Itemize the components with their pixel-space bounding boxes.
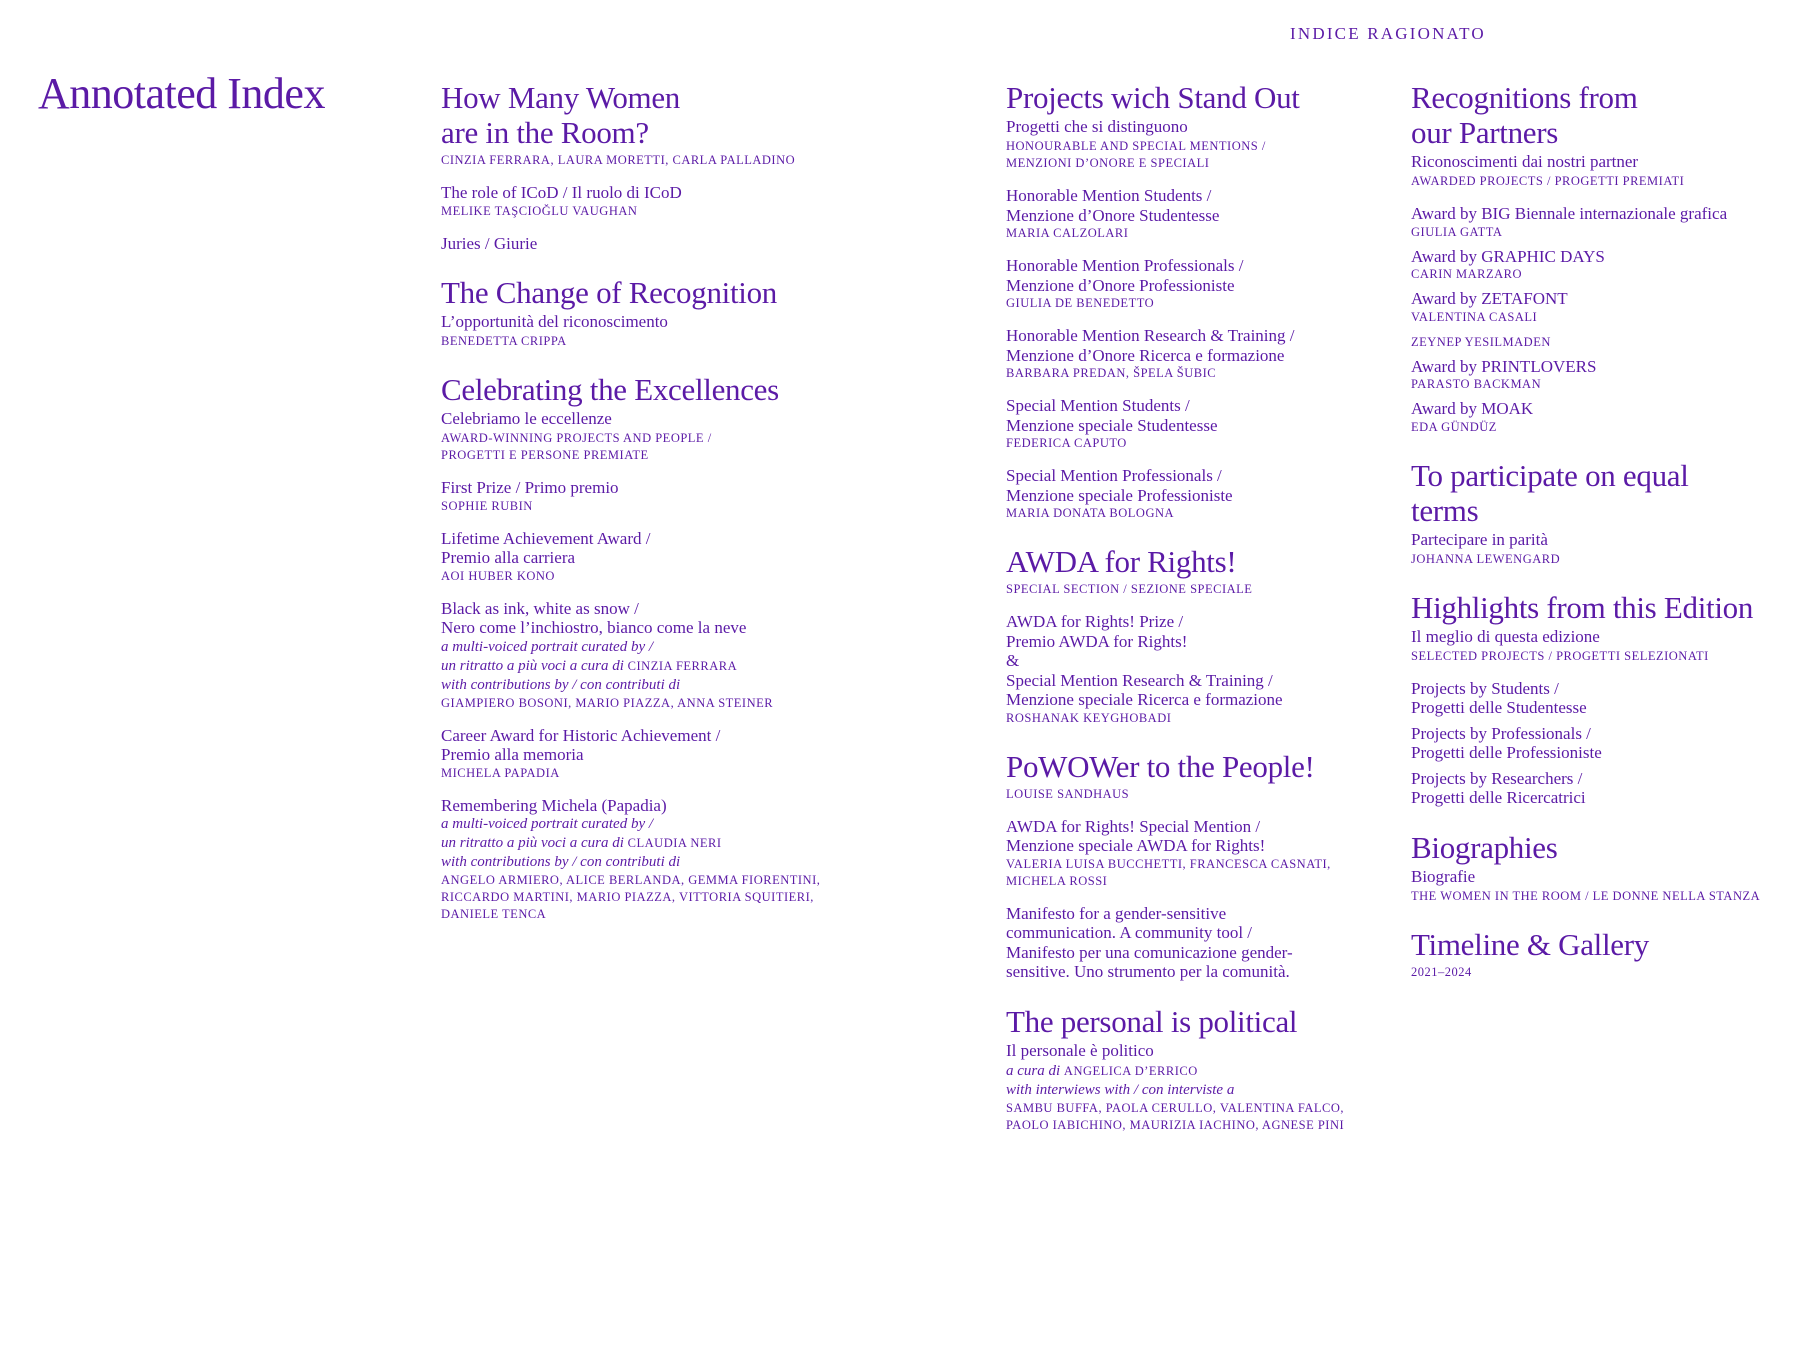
entry-author: VALENTINA CASALI [1411, 309, 1538, 324]
section-highlights[interactable] [1411, 590, 1791, 808]
section-caps: THE WOMEN IN THE ROOM / LE DONNE NELLA STANZA [1411, 888, 1761, 903]
section-subtitle: Biografie [1411, 866, 1476, 886]
entry-title: Remembering Michela (Papadia) [441, 795, 667, 815]
contributors: ANGELO ARMIERO, ALICE BERLANDA, GEMMA FIORENTINI, RICCARDO MARTINI, MARIO PIAZZA, VITTORIA SQUITIERI, DANIELE TENCA [441, 873, 821, 921]
entry-first-prize[interactable] [441, 478, 961, 515]
section-personal-is-political[interactable] [1006, 1004, 1376, 1134]
section-caps: SPECIAL SECTION / SEZIONE SPECIALE [1006, 582, 1253, 596]
entry-awda-prize[interactable] [1006, 612, 1376, 727]
entry-lifetime-achievement[interactable] [441, 529, 961, 585]
entry-author: AOI HUBER KONO [441, 568, 555, 583]
entry-award-printlovers[interactable] [1411, 357, 1791, 394]
section-author: BENEDETTA CRIPPA [441, 334, 567, 348]
curator-name: ANGELICA D’ERRICO [1063, 1063, 1198, 1078]
entry-honorable-students[interactable] [1006, 186, 1376, 242]
curated-by-line [441, 834, 961, 853]
entry-title: Special Mention Professionals / Menzione speciale Professioniste [1006, 466, 1233, 505]
entry-award-big[interactable] [1411, 204, 1791, 241]
entry-remembering-michela[interactable] [441, 796, 961, 924]
section-title: How Many Women are in the Room? [441, 80, 680, 150]
entry-projects-students[interactable] [1411, 679, 1791, 718]
index-column-3 [1411, 80, 1791, 1003]
entry-honorable-professionals[interactable] [1006, 256, 1376, 312]
entry-title: Honorable Mention Professionals / Menzione d’Onore Professioniste [1006, 256, 1244, 295]
entry-title: First Prize / Primo premio [441, 478, 619, 497]
entry-title: Projects by Researchers / Progetti delle Ricercatrici [1411, 768, 1586, 807]
entry-title: Career Award for Historic Achievement / Premio alla memoria [441, 725, 721, 764]
interviews-line: with interwiews with / con interviste a [1006, 1081, 1235, 1098]
curator-name: CINZIA FERRARA [627, 658, 738, 673]
entry-title: Award by MOAK [1411, 399, 1534, 418]
curated-by-text: un ritratto a più voci a cura di [441, 835, 624, 851]
section-title: Recognitions from our Partners [1411, 80, 1638, 150]
entry-author: GIULIA GATTA [1411, 224, 1503, 239]
page-title: Annotated Index [38, 69, 325, 118]
entry-special-professionals[interactable] [1006, 466, 1376, 522]
entry-title: AWDA for Rights! Prize / Premio AWDA for Rights! & Special Mention Research & Training / Menzione speciale Ricerca e formazione [1006, 612, 1283, 709]
curated-by-line [1006, 1062, 1376, 1081]
section-caps: AWARDED PROJECTS / PROGETTI PREMIATI [1411, 174, 1685, 188]
contributors: GIAMPIERO BOSONI, MARIO PIAZZA, ANNA STEINER [441, 695, 774, 710]
curated-line: a multi-voiced portrait curated by / [441, 638, 654, 655]
entry-title: The role of ICoD / Il ruolo di ICoD [441, 183, 682, 202]
entry-career-award[interactable] [441, 726, 961, 782]
entry-author-2: ZEYNEP YESILMADEN [1411, 334, 1551, 349]
entry-author: MARIA CALZOLARI [1006, 226, 1129, 240]
entry-author: VALERIA LUISA BUCCHETTI, FRANCESCA CASNATI, MICHELA ROSSI [1006, 856, 1331, 888]
entry-title: Special Mention Students / Menzione speciale Studentesse [1006, 396, 1218, 435]
section-title: To participate on equal terms [1411, 457, 1689, 528]
entry-award-graphic-days[interactable] [1411, 247, 1791, 284]
entry-author: PARASTO BACKMAN [1411, 377, 1542, 391]
section-title: Timeline & Gallery [1411, 926, 1649, 962]
section-title: Highlights from this Edition [1411, 589, 1754, 625]
contributions-line: with contributions by / con contributi di [441, 854, 681, 870]
entry-title: Honorable Mention Research & Training / Menzione d’Onore Ricerca e formazione [1006, 326, 1295, 365]
entry-title: Black as ink, white as snow / Nero come l’inchiostro, bianco come la neve [441, 598, 747, 637]
entry-title: Projects by Students / Progetti delle Studentesse [1411, 678, 1587, 717]
section-change-of-recognition[interactable] [441, 275, 961, 350]
section-timeline-gallery[interactable] [1411, 927, 1791, 981]
section-subtitle: Partecipare in parità [1411, 529, 1548, 549]
section-title: PoWOWer to the People! [1006, 748, 1315, 784]
section-title: Celebrating the Excellences [441, 372, 779, 407]
entry-author: GIULIA DE BENEDETTO [1006, 296, 1155, 310]
entry-honorable-research[interactable] [1006, 326, 1376, 382]
entry-author: MARIA DONATA BOLOGNA [1006, 506, 1175, 520]
entry-author: EDA GÜNDÜZ [1411, 419, 1497, 434]
entry-title: Honorable Mention Students / Menzione d’Onore Studentesse [1006, 186, 1220, 225]
entry-title: Projects by Professionals / Progetti delle Professioniste [1411, 723, 1602, 762]
section-subtitle: L’opportunità del riconoscimento [441, 312, 668, 331]
section-subtitle: Il personale è politico [1006, 1040, 1154, 1060]
section-author: JOHANNA LEWENGARD [1411, 551, 1561, 566]
section-title: AWDA for Rights! [1006, 544, 1237, 579]
curator-name: CLAUDIA NERI [627, 836, 722, 850]
section-subtitle: Progetti che si distinguono [1006, 117, 1188, 136]
entry-author: SOPHIE RUBIN [441, 498, 533, 513]
section-title: The Change of Recognition [441, 275, 777, 310]
section-caps: SELECTED PROJECTS / PROGETTI SELEZIONATI [1411, 648, 1709, 663]
section-projects-stand-out[interactable] [1006, 80, 1376, 522]
entry-author: MELIKE TAŞCIOĞLU VAUGHAN [441, 203, 638, 218]
interviewees: SAMBU BUFFA, PAOLA CERULLO, VALENTINA FALCO, PAOLO IABICHINO, MAURIZIA IACHINO, AGNESE PINI [1006, 1100, 1345, 1132]
section-recognitions-partners[interactable] [1411, 80, 1791, 436]
curated-by-text: a cura di [1006, 1062, 1061, 1079]
section-celebrating-excellences[interactable] [441, 372, 961, 923]
section-caps: HONOURABLE AND SPECIAL MENTIONS / MENZIONI D’ONORE E SPECIALI [1006, 139, 1266, 170]
entry-award-zetafont[interactable] [1411, 289, 1791, 351]
entry-title: Manifesto for a gender-sensitive communication. A community tool / Manifesto per una comunicazione gender- sensitive. Uno strumento per la comunità. [1006, 903, 1293, 981]
entry-projects-researchers[interactable] [1411, 769, 1791, 808]
entry-title: Award by BIG Biennale internazionale grafica [1411, 204, 1728, 223]
section-dates: 2021–2024 [1411, 964, 1472, 979]
curated-by-text: un ritratto a più voci a cura di [441, 657, 624, 674]
entry-award-moak[interactable] [1411, 399, 1791, 436]
entry-author: BARBARA PREDAN, ŠPELA ŠUBIC [1006, 366, 1217, 380]
section-biographies[interactable] [1411, 830, 1791, 905]
section-awda-for-rights[interactable] [1006, 544, 1376, 727]
entry-title: AWDA for Rights! Special Mention / Menzione speciale AWDA for Rights! [1006, 816, 1266, 855]
curated-by-line [441, 657, 961, 676]
section-powower[interactable] [1006, 749, 1376, 982]
entry-awda-special-mention[interactable] [1006, 817, 1376, 890]
section-author: LOUISE SANDHAUS [1006, 786, 1130, 801]
section-participate-equal-terms[interactable] [1411, 458, 1791, 568]
entry-projects-professionals[interactable] [1411, 724, 1791, 763]
entry-author: MICHELA PAPADIA [441, 765, 560, 780]
entry-special-students[interactable] [1006, 396, 1376, 452]
entry-author: FEDERICA CAPUTO [1006, 436, 1127, 450]
section-caps: AWARD-WINNING PROJECTS AND PEOPLE / PROGETTI E PERSONE PREMIATE [441, 431, 712, 462]
entry-title: Juries / Giurie [441, 233, 538, 253]
index-column-2 [1006, 80, 1376, 1156]
section-title: The personal is political [1006, 1003, 1298, 1039]
curated-line: a multi-voiced portrait curated by / [441, 816, 654, 832]
entry-title: Award by ZETAFONT [1411, 289, 1568, 308]
section-subtitle: Celebriamo le eccellenze [441, 409, 612, 428]
section-title: Projects wich Stand Out [1006, 80, 1300, 115]
running-head: INDICE RAGIONATO [1290, 24, 1486, 43]
section-subtitle: Il meglio di questa edizione [1411, 626, 1600, 646]
section-subtitle: Riconoscimenti dai nostri partner [1411, 152, 1639, 171]
entry-author: CARIN MARZARO [1411, 267, 1523, 281]
entry-author: ROSHANAK KEYGHOBADI [1006, 710, 1172, 725]
entry-juries[interactable] [441, 234, 961, 254]
entry-title: Lifetime Achievement Award / Premio alla carriera [441, 528, 651, 567]
section-authors: CINZIA FERRARA, LAURA MORETTI, CARLA PALLADINO [441, 153, 796, 167]
contributions-line: with contributions by / con contributi di [441, 676, 681, 693]
entry-black-as-ink[interactable] [441, 599, 961, 712]
section-how-many-women[interactable] [441, 80, 961, 253]
section-title: Biographies [1411, 829, 1558, 865]
entry-role-of-icod[interactable] [441, 183, 961, 220]
index-column-1 [441, 80, 961, 945]
entry-manifesto[interactable] [1006, 904, 1376, 982]
entry-title: Award by PRINTLOVERS [1411, 356, 1597, 376]
entry-title: Award by GRAPHIC DAYS [1411, 246, 1605, 266]
